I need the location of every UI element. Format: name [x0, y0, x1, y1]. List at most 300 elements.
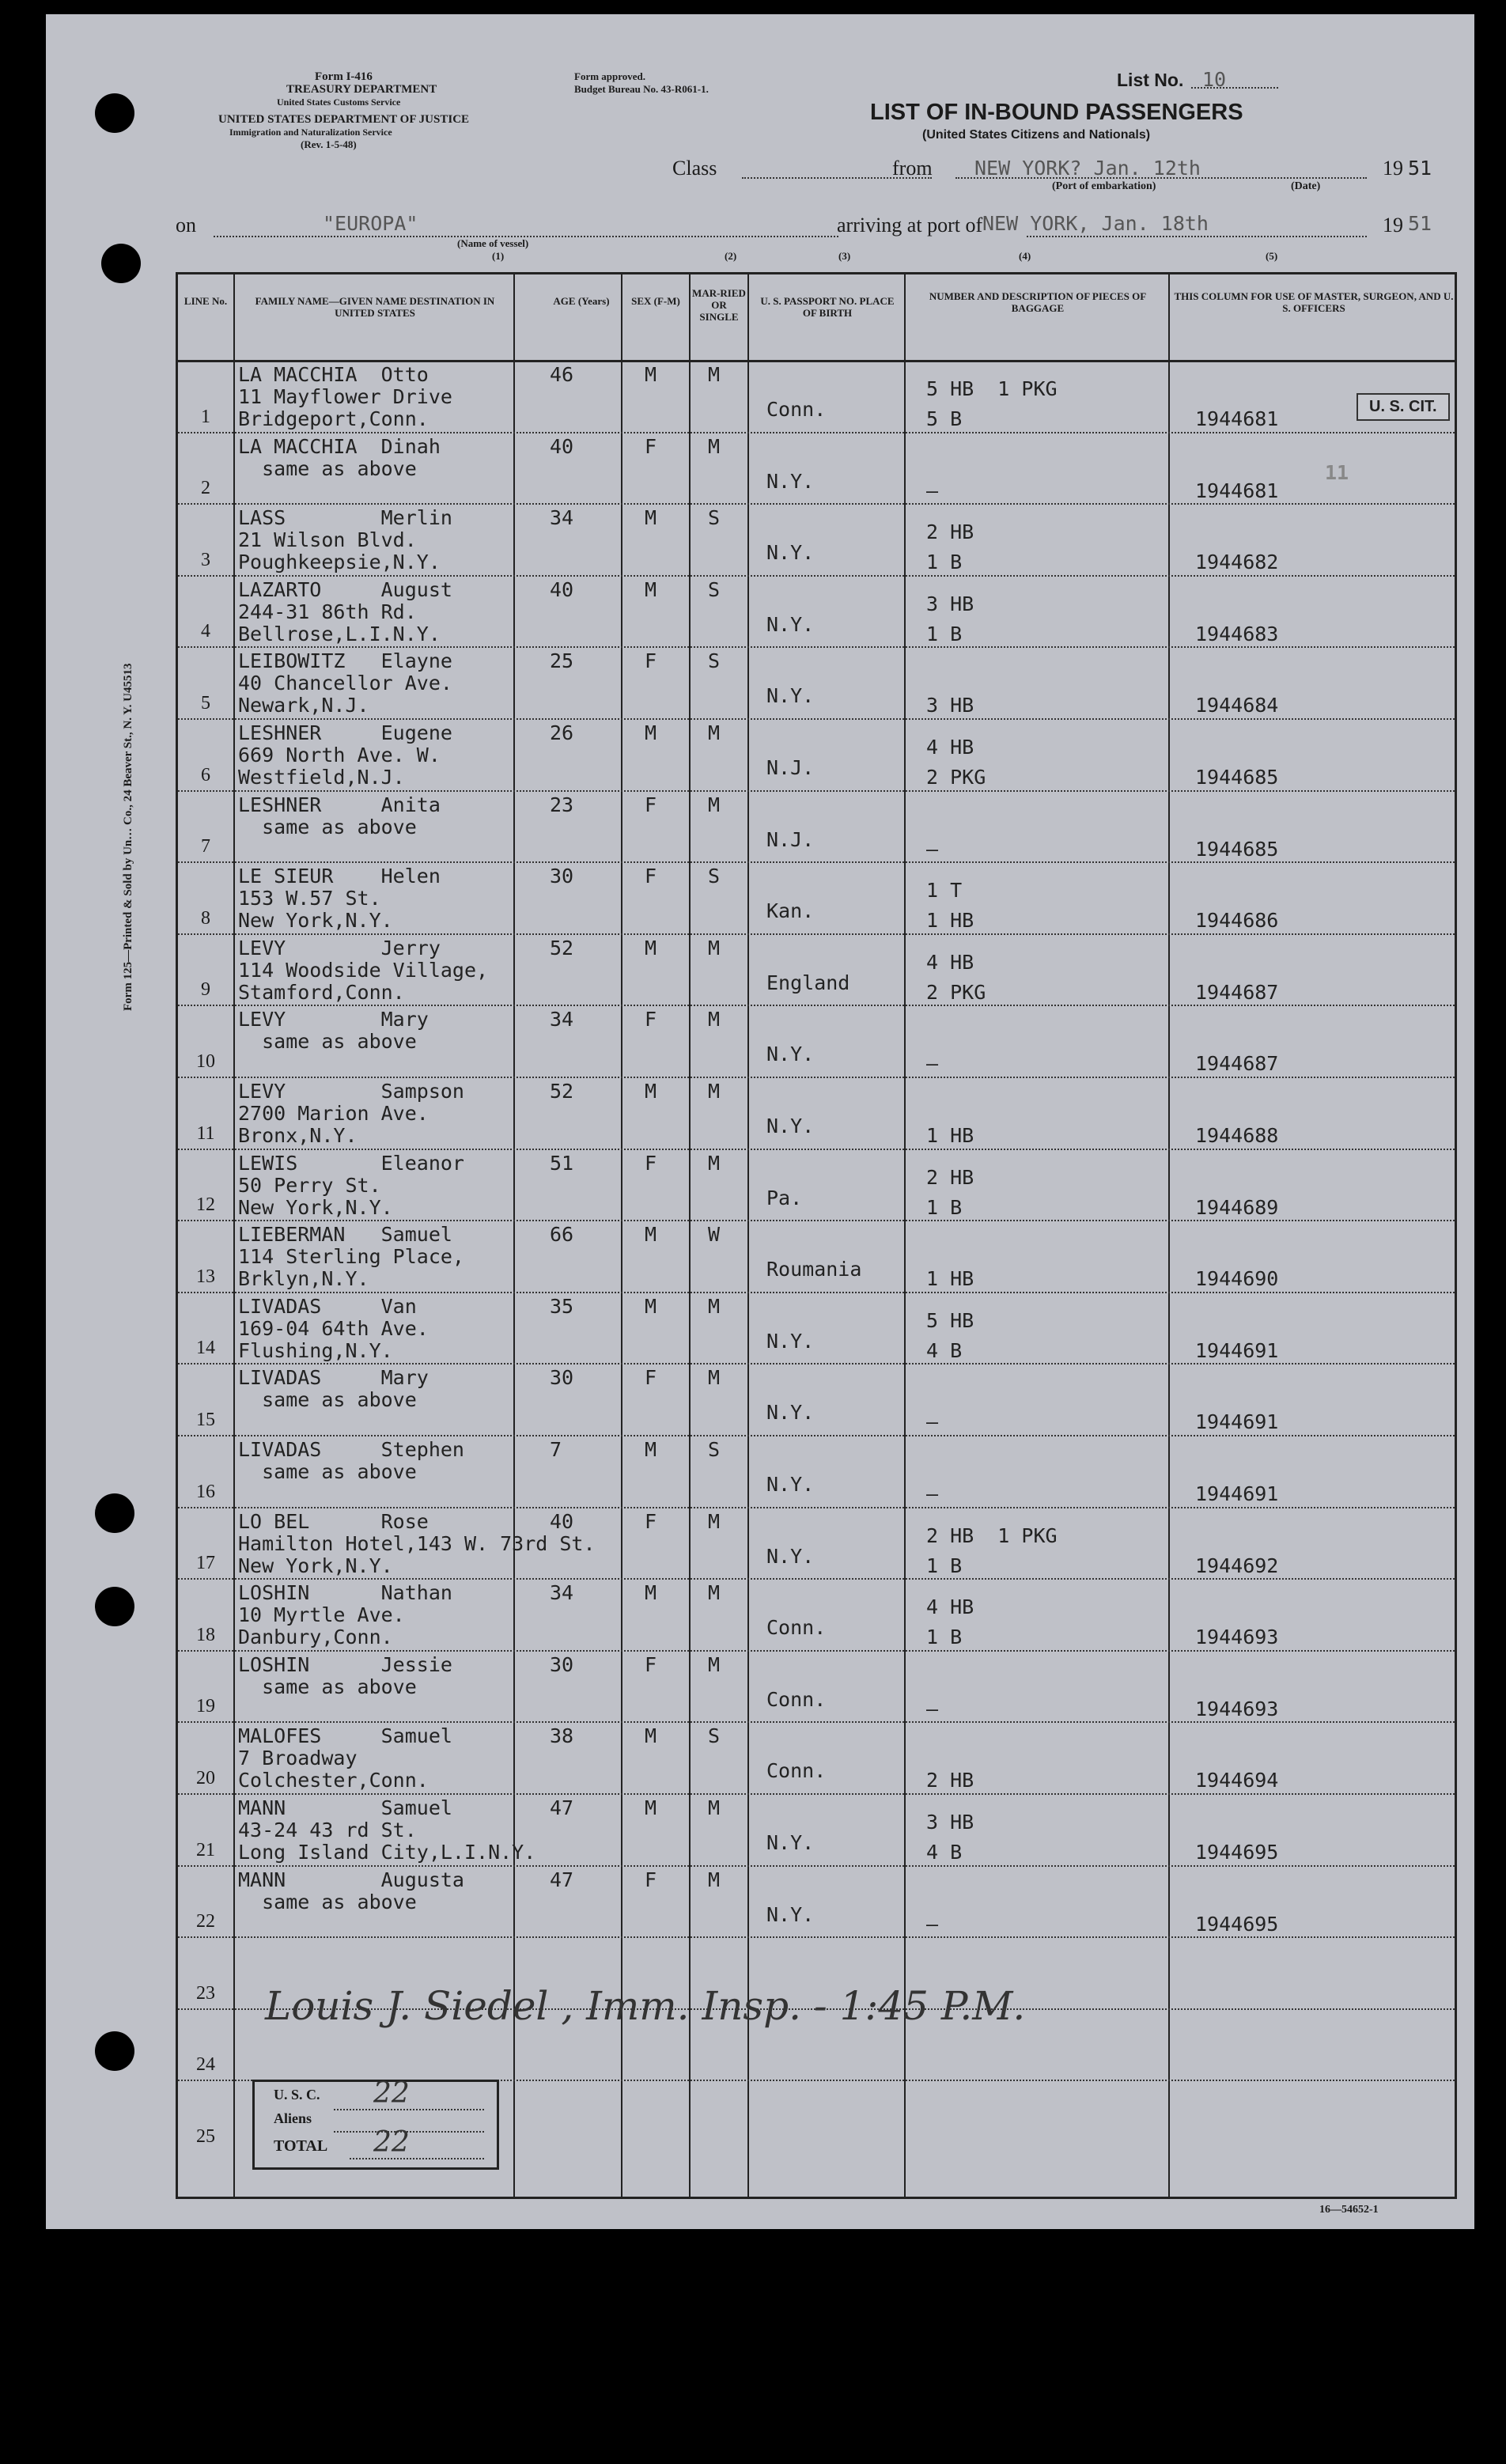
officer-number: 1944691 [1195, 1338, 1279, 1362]
passenger-name: LAZARTO August [238, 577, 452, 601]
place-of-birth: N.Y. [766, 1043, 815, 1066]
line-number: 2 [201, 478, 210, 499]
row-divider [178, 1220, 1455, 1221]
passenger-name: LA MACCHIA Otto [238, 363, 429, 386]
passenger-marital-status: M [708, 1796, 721, 1819]
passenger-marital-status: S [708, 865, 721, 888]
passenger-name: LIVADAS Mary [238, 1366, 429, 1390]
line-number: 25 [196, 2126, 215, 2147]
passenger-age: 7 [550, 1438, 562, 1461]
officer-number: 1944695 [1195, 1912, 1279, 1936]
place-of-birth: Conn. [766, 1616, 827, 1640]
passenger-city: Flushing,N.Y. [238, 1338, 393, 1362]
passenger-city: Long Island City,L.I.N.Y. [238, 1841, 536, 1864]
officer-number: 1944681 [1195, 479, 1279, 502]
passenger-address: 10 Myrtle Ave. [238, 1603, 405, 1627]
row-divider [178, 1363, 1455, 1364]
passenger-age: 47 [550, 1796, 574, 1819]
passenger-name: LEVY Jerry [238, 936, 441, 959]
passenger-sex: M [645, 506, 657, 530]
class-label: Class [672, 157, 717, 180]
embarkation-value: NEW YORK? Jan. 12th [974, 157, 1201, 180]
passenger-marital-status: S [708, 1724, 721, 1748]
passenger-age: 34 [550, 506, 574, 530]
on-label: on [176, 214, 196, 237]
passenger-name: LESHNER Anita [238, 793, 441, 816]
baggage-line-2: 2 PKG [926, 766, 986, 789]
passenger-city: Stamford,Conn. [238, 980, 405, 1004]
baggage-line-2: 1 B [926, 622, 963, 645]
totals-box [252, 2077, 499, 2170]
passenger-sex: F [645, 1008, 657, 1031]
line-number: 10 [196, 1051, 215, 1072]
passenger-age: 47 [550, 1868, 574, 1891]
passenger-age: 35 [550, 1294, 574, 1318]
passenger-table [176, 272, 1457, 2199]
line-number: 6 [201, 764, 210, 785]
passenger-address: same as above [238, 815, 417, 838]
arrival-port-value: NEW YORK, Jan. 18th [982, 212, 1209, 235]
passenger-marital-status: S [708, 506, 721, 530]
baggage-line-1: 5 HB [926, 1308, 974, 1332]
passenger-name: LEIBOWITZ Elayne [238, 649, 452, 673]
line-number: 3 [201, 549, 210, 570]
passenger-marital-status: M [708, 721, 721, 744]
line-number: 12 [196, 1194, 215, 1216]
place-of-birth: N.Y. [766, 1473, 815, 1496]
passenger-age: 30 [550, 865, 574, 888]
line-number: 22 [196, 1911, 215, 1932]
punch-hole [101, 244, 141, 283]
place-of-birth: N.Y. [766, 1401, 815, 1425]
place-of-birth: N.Y. [766, 541, 815, 565]
passenger-age: 25 [550, 649, 574, 673]
baggage-line-2: 2 PKG [926, 980, 986, 1004]
row-divider [178, 1793, 1455, 1795]
from-label: from [892, 157, 933, 180]
vessel-name: "EUROPA" [323, 212, 418, 235]
punch-hole [95, 93, 134, 133]
baggage-line-2: — [926, 1482, 939, 1505]
passenger-marital-status: S [708, 649, 721, 673]
baggage-line-1: 5 HB 1 PKG [926, 377, 1058, 400]
list-no-label: List No. [1117, 70, 1184, 90]
col-ref-4: (4) [1019, 250, 1031, 262]
passenger-marital-status: W [708, 1223, 721, 1247]
place-of-birth: N.Y. [766, 1902, 815, 1926]
passenger-sex: F [645, 649, 657, 673]
punch-hole [95, 2031, 134, 2071]
officer-number: 1944685 [1195, 837, 1279, 861]
row-divider [178, 1507, 1455, 1508]
row-divider [178, 1292, 1455, 1293]
officer-number: 1944681 [1195, 407, 1279, 430]
baggage-line-2: 1 B [926, 551, 963, 574]
passenger-sex: M [645, 363, 657, 386]
passenger-name: LEWIS Eleanor [238, 1151, 464, 1175]
line-number: 15 [196, 1410, 215, 1430]
year-label: 19 [1383, 157, 1403, 180]
passenger-age: 46 [550, 363, 574, 386]
row-divider [178, 1005, 1455, 1006]
passenger-city: Poughkeepsie,N.Y. [238, 551, 441, 574]
baggage-line-2: — [926, 837, 939, 861]
passenger-name: LOSHIN Jessie [238, 1652, 452, 1676]
footer-code: 16—54652-1 [1319, 2204, 1379, 2216]
row-divider [178, 1936, 1455, 1938]
col-header-baggage: NUMBER AND DESCRIPTION OF PIECES OF BAGGAGE [929, 290, 1147, 314]
passenger-name: LA MACCHIA Dinah [238, 434, 441, 458]
baggage-line-1: 3 HB [926, 1811, 974, 1834]
punch-hole [95, 1587, 134, 1626]
row-divider [178, 432, 1455, 433]
form-number: Form I-416 [315, 70, 373, 83]
passenger-marital-status: M [708, 1151, 721, 1175]
line-number: 5 [201, 693, 210, 713]
line-number: 24 [196, 2054, 215, 2076]
passenger-age: 23 [550, 793, 574, 816]
line-number: 13 [196, 1266, 215, 1287]
passenger-age: 30 [550, 1652, 574, 1676]
passenger-age: 40 [550, 434, 574, 458]
passenger-marital-status: M [708, 1366, 721, 1390]
baggage-line-2: 1 HB [926, 909, 974, 933]
col-header-line: LINE No. [184, 295, 228, 307]
passenger-age: 34 [550, 1581, 574, 1605]
vessel-caption: (Name of vessel) [457, 237, 529, 249]
passenger-name: LESHNER Eugene [238, 721, 452, 744]
passenger-city: Bridgeport,Conn. [238, 407, 429, 430]
row-divider [178, 1721, 1455, 1723]
place-of-birth: Conn. [766, 1759, 827, 1783]
place-of-birth: N.Y. [766, 1831, 815, 1854]
inspector-signature: Louis J. Siedel , Imm. Insp. - 1:45 P.M. [265, 1983, 1026, 2029]
place-of-birth: N.Y. [766, 1544, 815, 1568]
passenger-age: 34 [550, 1008, 574, 1031]
justice-department: UNITED STATES DEPARTMENT OF JUSTICE [218, 113, 470, 126]
passenger-city: Newark,N.J. [238, 694, 369, 717]
baggage-line-1: 2 HB 1 PKG [926, 1523, 1058, 1547]
baggage-line-1: 3 HB [926, 592, 974, 615]
year-value-2: 51 [1408, 212, 1432, 235]
passenger-address: same as above [238, 1675, 417, 1698]
passenger-name: LE SIEUR Helen [238, 865, 441, 888]
officer-number: 1944686 [1195, 909, 1279, 933]
stamp-note: 11 [1325, 461, 1349, 484]
passenger-address: same as above [238, 1460, 417, 1483]
row-divider [178, 718, 1455, 720]
line-number: 21 [196, 1839, 215, 1860]
line-number: 20 [196, 1768, 215, 1788]
baggage-line-1: 4 HB [926, 736, 974, 759]
passenger-city: New York,N.Y. [238, 1554, 393, 1577]
officer-number: 1944690 [1195, 1267, 1279, 1291]
passenger-age: 52 [550, 936, 574, 959]
passenger-address: same as above [238, 1890, 417, 1913]
officer-number: 1944684 [1195, 694, 1279, 717]
line-number: 23 [196, 1982, 215, 2004]
passenger-marital-status: M [708, 1294, 721, 1318]
baggage-line-1: 2 HB [926, 1165, 974, 1189]
baggage-line-2: — [926, 1410, 939, 1434]
punch-hole [95, 1493, 134, 1533]
row-divider [178, 575, 1455, 577]
baggage-line-2: — [926, 479, 939, 502]
col-header-name: FAMILY NAME—GIVEN NAME DESTINATION IN UNITED STATES [255, 295, 495, 319]
passenger-name: MALOFES Samuel [238, 1724, 452, 1748]
passenger-sex: F [645, 1509, 657, 1533]
baggage-line-2: 1 B [926, 1554, 963, 1577]
passenger-city: Danbury,Conn. [238, 1626, 393, 1649]
line-number: 18 [196, 1624, 215, 1645]
year-label-2: 19 [1383, 214, 1403, 237]
place-of-birth: Conn. [766, 1687, 827, 1711]
customs-service: United States Customs Service [277, 97, 401, 108]
col-ref-1: (1) [492, 250, 505, 262]
passenger-sex: M [645, 936, 657, 959]
line-number: 1 [201, 406, 210, 427]
passenger-sex: M [645, 1223, 657, 1247]
line-number: 17 [196, 1553, 215, 1574]
row-divider [178, 1149, 1455, 1150]
row-divider [178, 1650, 1455, 1652]
passenger-marital-status: M [708, 363, 721, 386]
place-of-birth: N.Y. [766, 684, 815, 708]
us-citizen-stamp: U. S. CIT. [1357, 393, 1450, 421]
passenger-marital-status: M [708, 1509, 721, 1533]
passenger-name: LEVY Mary [238, 1008, 429, 1031]
place-of-birth: Roumania [766, 1258, 862, 1281]
passenger-sex: F [645, 1868, 657, 1891]
passenger-address: Hamilton Hotel,143 W. 73rd St. [238, 1531, 596, 1555]
passenger-address: 2700 Marion Ave. [238, 1102, 429, 1125]
passenger-age: 52 [550, 1080, 574, 1103]
col-ref-2: (2) [725, 250, 737, 262]
passenger-age: 40 [550, 577, 574, 601]
passenger-marital-status: M [708, 1581, 721, 1605]
passenger-sex: M [645, 577, 657, 601]
document-title: LIST OF IN-BOUND PASSENGERS [870, 100, 1243, 125]
passenger-name: LIVADAS Stephen [238, 1438, 464, 1461]
passenger-address: 43-24 43 rd St. [238, 1819, 417, 1841]
passenger-age: 26 [550, 721, 574, 744]
row-divider [178, 933, 1455, 935]
passenger-marital-status: M [708, 434, 721, 458]
row-divider [178, 861, 1455, 863]
passenger-marital-status: M [708, 793, 721, 816]
treasury-department: TREASURY DEPARTMENT [286, 83, 437, 96]
baggage-line-2: — [926, 1912, 939, 1936]
passenger-sex: M [645, 1796, 657, 1819]
passenger-city: New York,N.Y. [238, 909, 393, 933]
date-caption: (Date) [1291, 180, 1321, 192]
line-number: 11 [196, 1122, 215, 1144]
place-of-birth: N.J. [766, 756, 815, 779]
passenger-marital-status: M [708, 1080, 721, 1103]
line-number: 16 [196, 1481, 215, 1502]
form-approved: Form approved. [574, 70, 646, 82]
passenger-address: same as above [238, 456, 417, 480]
passenger-address: 7 Broadway [238, 1747, 358, 1770]
passenger-sex: F [645, 1151, 657, 1175]
baggage-line-2: 1 B [926, 1626, 963, 1649]
passenger-city: Colchester,Conn. [238, 1769, 429, 1792]
col-ref-3: (3) [838, 250, 851, 262]
col-header-married: MAR-RIED OR SINGLE [692, 287, 746, 323]
officer-number: 1944689 [1195, 1195, 1279, 1219]
officer-number: 1944691 [1195, 1482, 1279, 1505]
line-number: 4 [201, 621, 210, 642]
row-divider [178, 503, 1455, 505]
passenger-name: LO BEL Rose [238, 1509, 429, 1533]
passenger-sex: M [645, 1294, 657, 1318]
passenger-city: Bronx,N.Y. [238, 1124, 358, 1147]
place-of-birth: Pa. [766, 1186, 803, 1209]
col-header-age: AGE (Years) [553, 295, 610, 307]
passenger-marital-status: S [708, 1438, 721, 1461]
passenger-address: 244-31 86th Rd. [238, 600, 417, 623]
officer-number: 1944694 [1195, 1769, 1279, 1792]
baggage-line-2: — [926, 1052, 939, 1076]
passenger-sex: F [645, 1652, 657, 1676]
passenger-address: 40 Chancellor Ave. [238, 672, 452, 695]
document-subtitle: (United States Citizens and Nationals) [922, 128, 1151, 142]
baggage-line-2: — [926, 1697, 939, 1720]
officer-number: 1944688 [1195, 1124, 1279, 1147]
passenger-manifest-page [46, 14, 1474, 2229]
total-label: TOTAL [274, 2137, 328, 2155]
usc-label: U. S. C. [274, 2087, 320, 2103]
place-of-birth: Conn. [766, 398, 827, 421]
passenger-age: 38 [550, 1724, 574, 1748]
baggage-line-1: 1 T [926, 879, 963, 903]
aliens-label: Aliens [274, 2110, 312, 2126]
row-divider [178, 790, 1455, 792]
baggage-line-1: 2 HB [926, 520, 974, 544]
officer-number: 1944692 [1195, 1554, 1279, 1577]
place-of-birth: N.Y. [766, 612, 815, 636]
place-of-birth: N.Y. [766, 469, 815, 493]
passenger-address: same as above [238, 1030, 417, 1054]
row-divider [178, 1077, 1455, 1078]
officer-number: 1944683 [1195, 622, 1279, 645]
passenger-name: MANN Augusta [238, 1868, 464, 1891]
passenger-city: Westfield,N.J. [238, 766, 405, 789]
passenger-marital-status: M [708, 936, 721, 959]
line-number: 7 [201, 836, 210, 857]
total-value: 22 [373, 2126, 410, 2159]
line-number: 14 [196, 1338, 215, 1359]
place-of-birth: N.J. [766, 827, 815, 851]
passenger-address: 11 Mayflower Drive [238, 385, 452, 408]
passenger-sex: F [645, 434, 657, 458]
line-number: 8 [201, 907, 210, 929]
passenger-age: 40 [550, 1509, 574, 1533]
passenger-marital-status: M [708, 1008, 721, 1031]
row-divider [178, 646, 1455, 648]
passenger-name: LOSHIN Nathan [238, 1581, 452, 1605]
list-no-value: 10 [1202, 68, 1227, 91]
port-embarkation-caption: (Port of embarkation) [1052, 180, 1156, 192]
passenger-address: 50 Perry St. [238, 1173, 381, 1197]
passenger-sex: M [645, 1438, 657, 1461]
passenger-address: 21 Wilson Blvd. [238, 528, 417, 552]
baggage-line-2: 4 B [926, 1338, 963, 1362]
passenger-sex: F [645, 793, 657, 816]
year-value: 51 [1408, 157, 1432, 180]
passenger-name: LEVY Sampson [238, 1080, 464, 1103]
passenger-age: 30 [550, 1366, 574, 1390]
baggage-line-2: 1 B [926, 1195, 963, 1219]
passenger-city: New York,N.Y. [238, 1195, 393, 1219]
passenger-marital-status: M [708, 1652, 721, 1676]
passenger-sex: M [645, 1724, 657, 1748]
baggage-line-2: 2 HB [926, 1769, 974, 1792]
budget-bureau: Budget Bureau No. 43-R061-1. [574, 83, 709, 95]
passenger-age: 51 [550, 1151, 574, 1175]
officer-number: 1944693 [1195, 1626, 1279, 1649]
passenger-age: 66 [550, 1223, 574, 1247]
passenger-sex: M [645, 721, 657, 744]
col-header-sex: SEX (F-M) [631, 295, 680, 307]
officer-number: 1944693 [1195, 1697, 1279, 1720]
baggage-line-1: 4 HB [926, 1595, 974, 1619]
col-header-officers: THIS COLUMN FOR USE OF MASTER, SURGEON, AND U. S. OFFICERS [1174, 290, 1454, 314]
line-number: 19 [196, 1696, 215, 1717]
officer-number: 1944695 [1195, 1841, 1279, 1864]
passenger-marital-status: M [708, 1868, 721, 1891]
passenger-city: Bellrose,L.I.N.Y. [238, 622, 441, 645]
usc-value: 22 [373, 2077, 410, 2110]
revision: (Rev. 1-5-48) [301, 138, 357, 150]
col-ref-5: (5) [1266, 250, 1278, 262]
passenger-address: 114 Sterling Place, [238, 1245, 464, 1269]
officer-number: 1944685 [1195, 766, 1279, 789]
passenger-sex: F [645, 865, 657, 888]
place-of-birth: N.Y. [766, 1329, 815, 1353]
row-divider [178, 1435, 1455, 1436]
passenger-address: 114 Woodside Village, [238, 958, 489, 982]
passenger-address: 669 North Ave. W. [238, 744, 441, 766]
baggage-line-2: 1 HB [926, 1124, 974, 1147]
row-divider [178, 1578, 1455, 1580]
place-of-birth: Kan. [766, 899, 815, 923]
officer-number: 1944687 [1195, 980, 1279, 1004]
line-number: 9 [201, 979, 210, 1001]
passenger-name: LIEBERMAN Samuel [238, 1223, 452, 1247]
col-header-passport: U. S. PASSPORT NO. PLACE OF BIRTH [760, 295, 895, 319]
passenger-city: Brklyn,N.Y. [238, 1267, 369, 1291]
passenger-sex: M [645, 1581, 657, 1605]
ins-line: Immigration and Naturalization Service [229, 127, 392, 138]
passenger-name: LASS Merlin [238, 506, 452, 530]
passenger-name: MANN Samuel [238, 1796, 452, 1819]
baggage-line-2: 3 HB [926, 694, 974, 717]
passenger-marital-status: S [708, 577, 721, 601]
baggage-line-2: 4 B [926, 1841, 963, 1864]
passenger-address: 153 W.57 St. [238, 887, 381, 910]
officer-number: 1944687 [1195, 1052, 1279, 1076]
baggage-line-2: 1 HB [926, 1267, 974, 1291]
officer-number: 1944682 [1195, 551, 1279, 574]
row-divider [178, 1865, 1455, 1867]
passenger-address: 169-04 64th Ave. [238, 1316, 429, 1340]
passenger-sex: F [645, 1366, 657, 1390]
officer-number: 1944691 [1195, 1410, 1279, 1434]
passenger-sex: M [645, 1080, 657, 1103]
place-of-birth: N.Y. [766, 1115, 815, 1137]
baggage-line-1: 4 HB [926, 950, 974, 974]
